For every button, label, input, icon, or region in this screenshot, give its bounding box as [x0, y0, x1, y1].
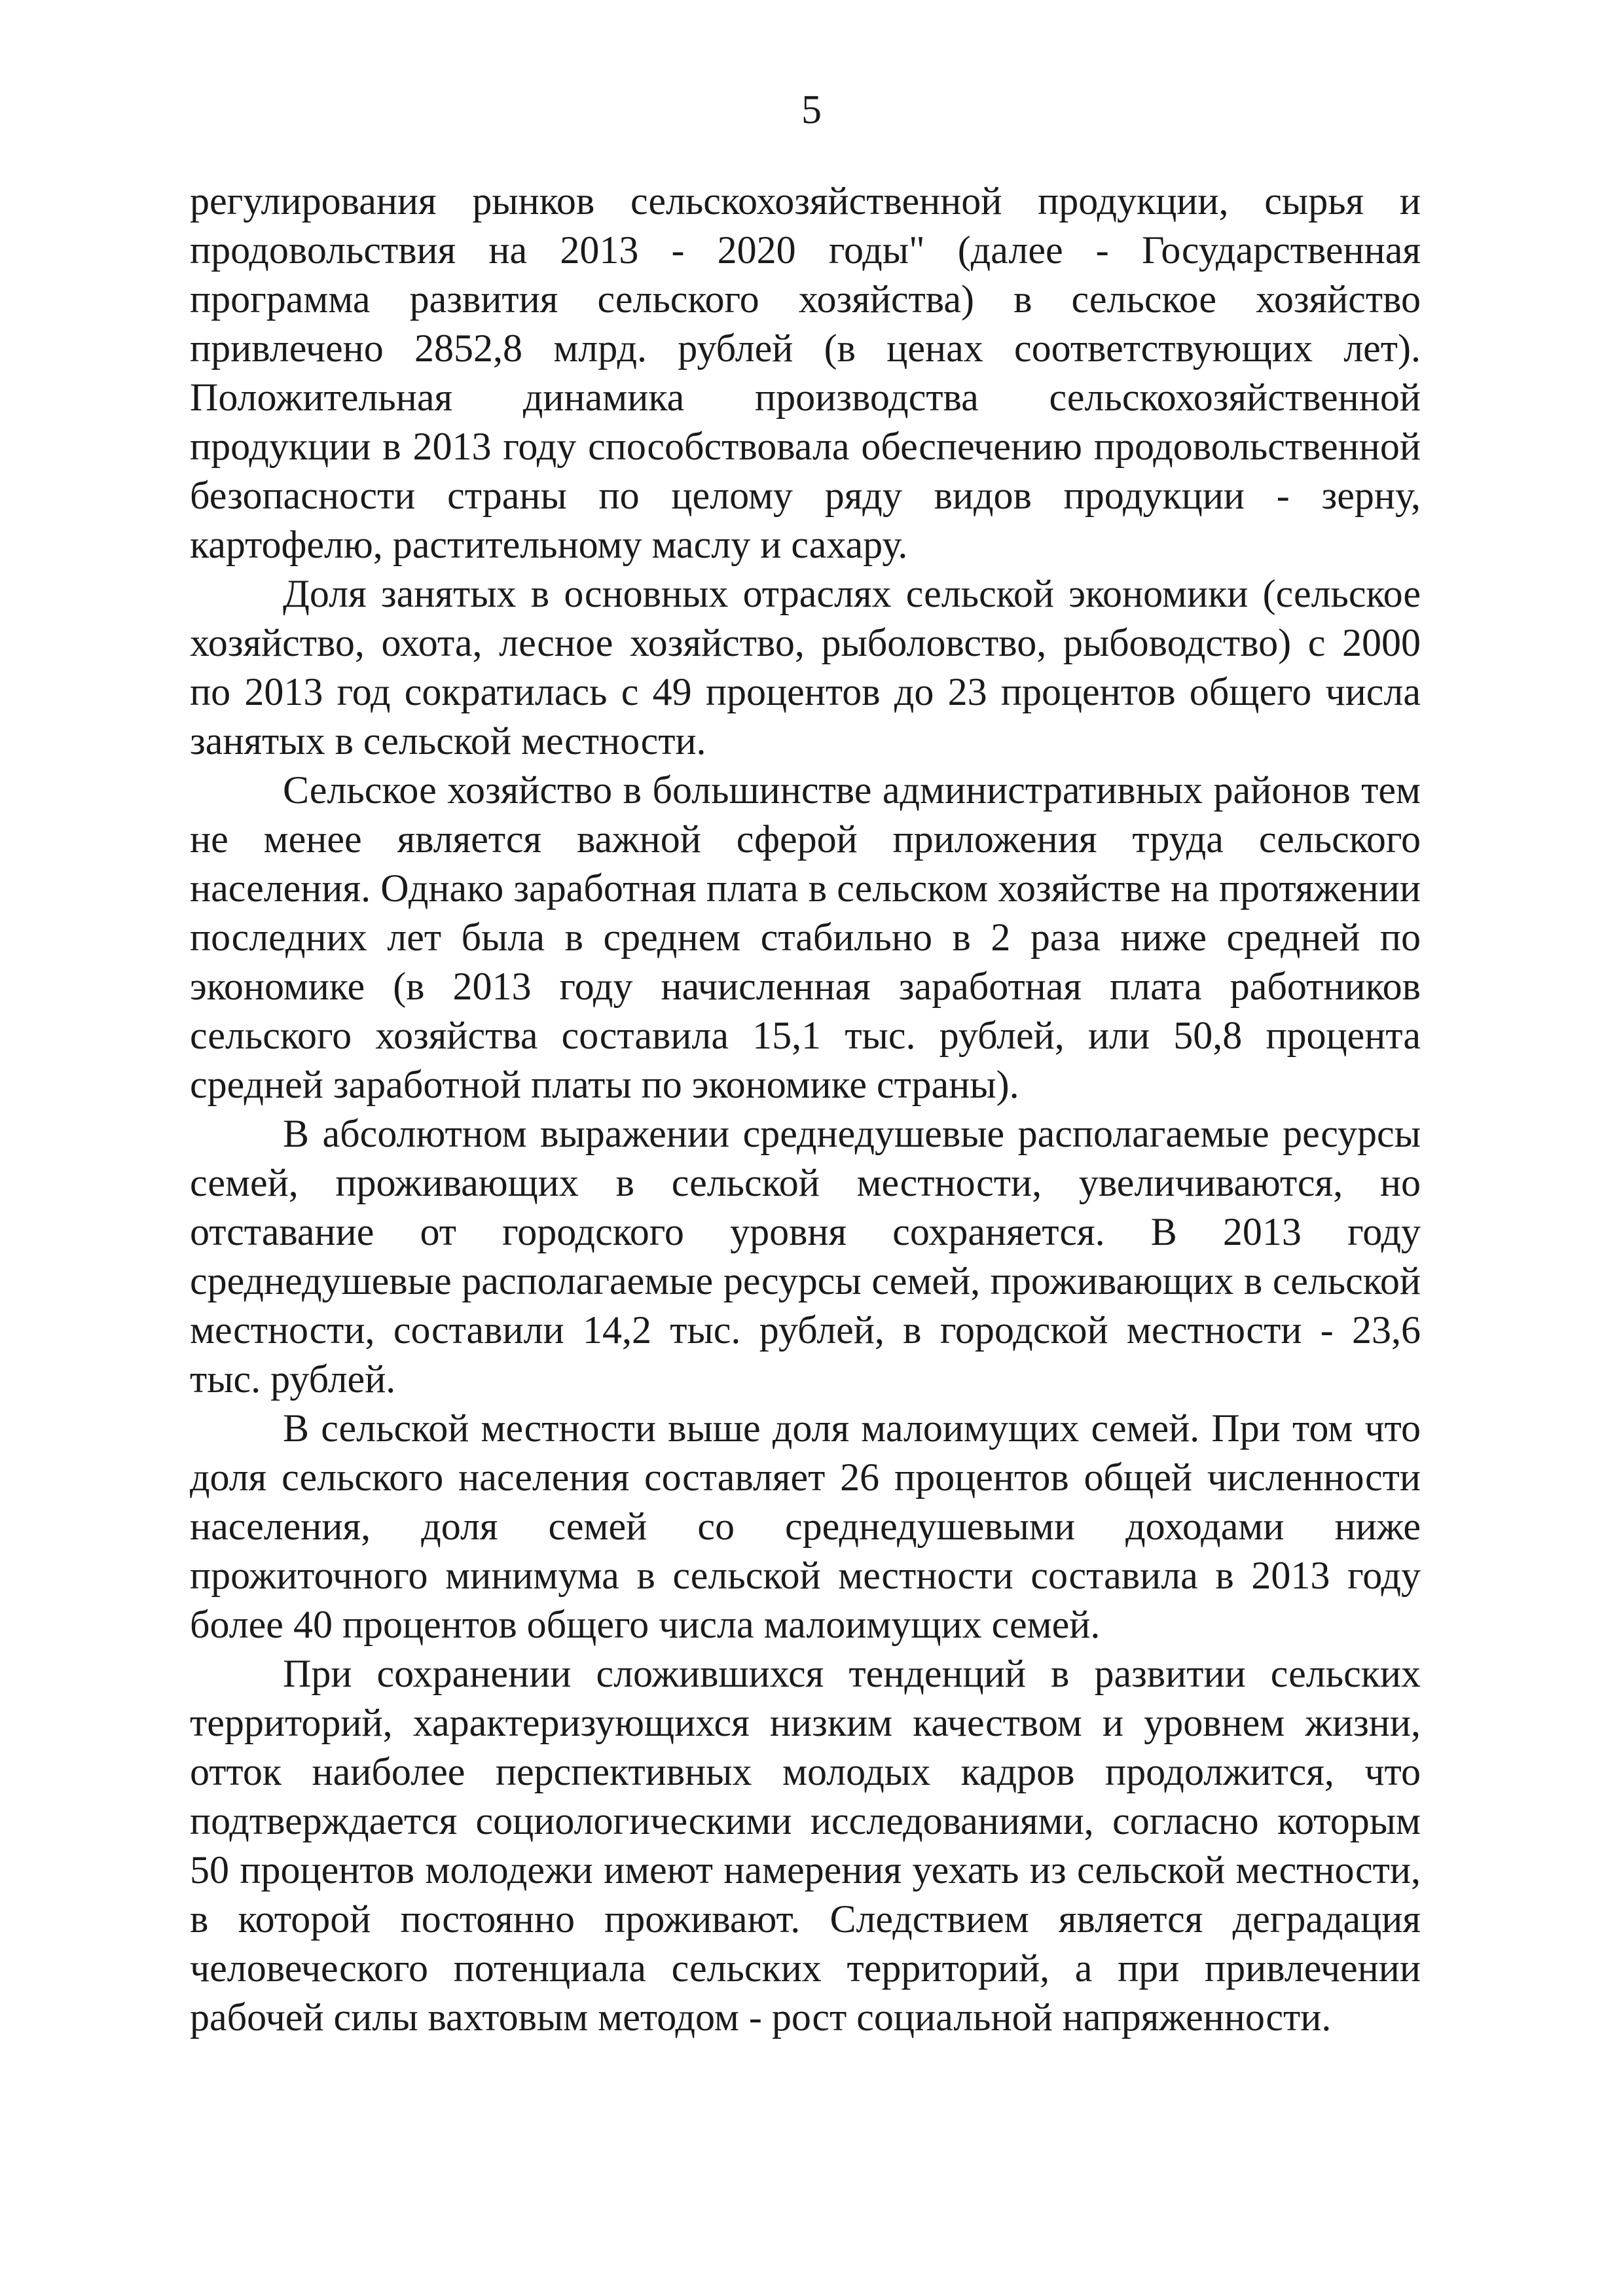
page-number: 5 — [801, 88, 822, 132]
paragraph-employment-share: Доля занятых в основных отраслях сельской экономики (сельское хозяйство, охота, лесное хозяйство, рыболовство, рыбоводство) с 2000 по 2013 год сократилась с 49 процентов до 23 процентов общего числа занятых в сельской местности. — [190, 572, 1421, 762]
document-body — [190, 177, 1421, 2042]
paragraph-agriculture-wages: Сельское хозяйство в большинстве административных районов тем не менее является важной сферой приложения труда сельского населения. Однако заработная плата в сельском хозяйстве на протяжении последних лет была в среднем стабильно в 2 раза ниже средней по экономике (в 2013 году начисленная заработная плата работников сельского хозяйства составила 15,1 тыс. рублей, или 50,8 процента средней заработной платы по экономике страны). — [190, 768, 1421, 1106]
paragraph-continuation: регулирования рынков сельскохозяйственной продукции, сырья и продовольствия на 2013 - 2020 годы" (далее - Государственная программа развития сельского хозяйства) в сельское хозяйство привлечено 2852,8 млрд. рублей (в ценах соответствующих лет). Положительная динамика производства сельскохозяйственной продукции в 2013 году способствовала обеспечению продовольственной безопасности страны по целому ряду видов продукции - зерну, картофелю, растительному маслу и сахару. — [190, 179, 1421, 566]
paragraph-household-resources: В абсолютном выражении среднедушевые располагаемые ресурсы семей, проживающих в сельской местности, увеличиваются, но отставание от городского уровня сохраняется. В 2013 году среднедушевые располагаемые ресурсы семей, проживающих в сельской местности, составили 14,2 тыс. рублей, в городской местности - 23,6 тыс. рублей. — [190, 1112, 1421, 1401]
paragraph-low-income-families: В сельской местности выше доля малоимущих семей. При том что доля сельского населения составляет 26 процентов общей численности населения, доля семей со среднедушевыми доходами ниже прожиточного минимума в сельской местности составила в 2013 году более 40 процентов общего числа малоимущих семей. — [190, 1407, 1421, 1646]
paragraph-youth-outflow: При сохранении сложившихся тенденций в развитии сельских территорий, характеризующихся низким качеством и уровнем жизни, отток наиболее перспективных молодых кадров продолжится, что подтверждается социологическими исследованиями, согласно которым 50 процентов молодежи имеют намерения уехать из сельской местности, в которой постоянно проживают. Следствием является деградация человеческого потенциала сельских территорий, а при привлечении рабочей силы вахтовым методом - рост социальной напряженности. — [190, 1652, 1421, 2039]
